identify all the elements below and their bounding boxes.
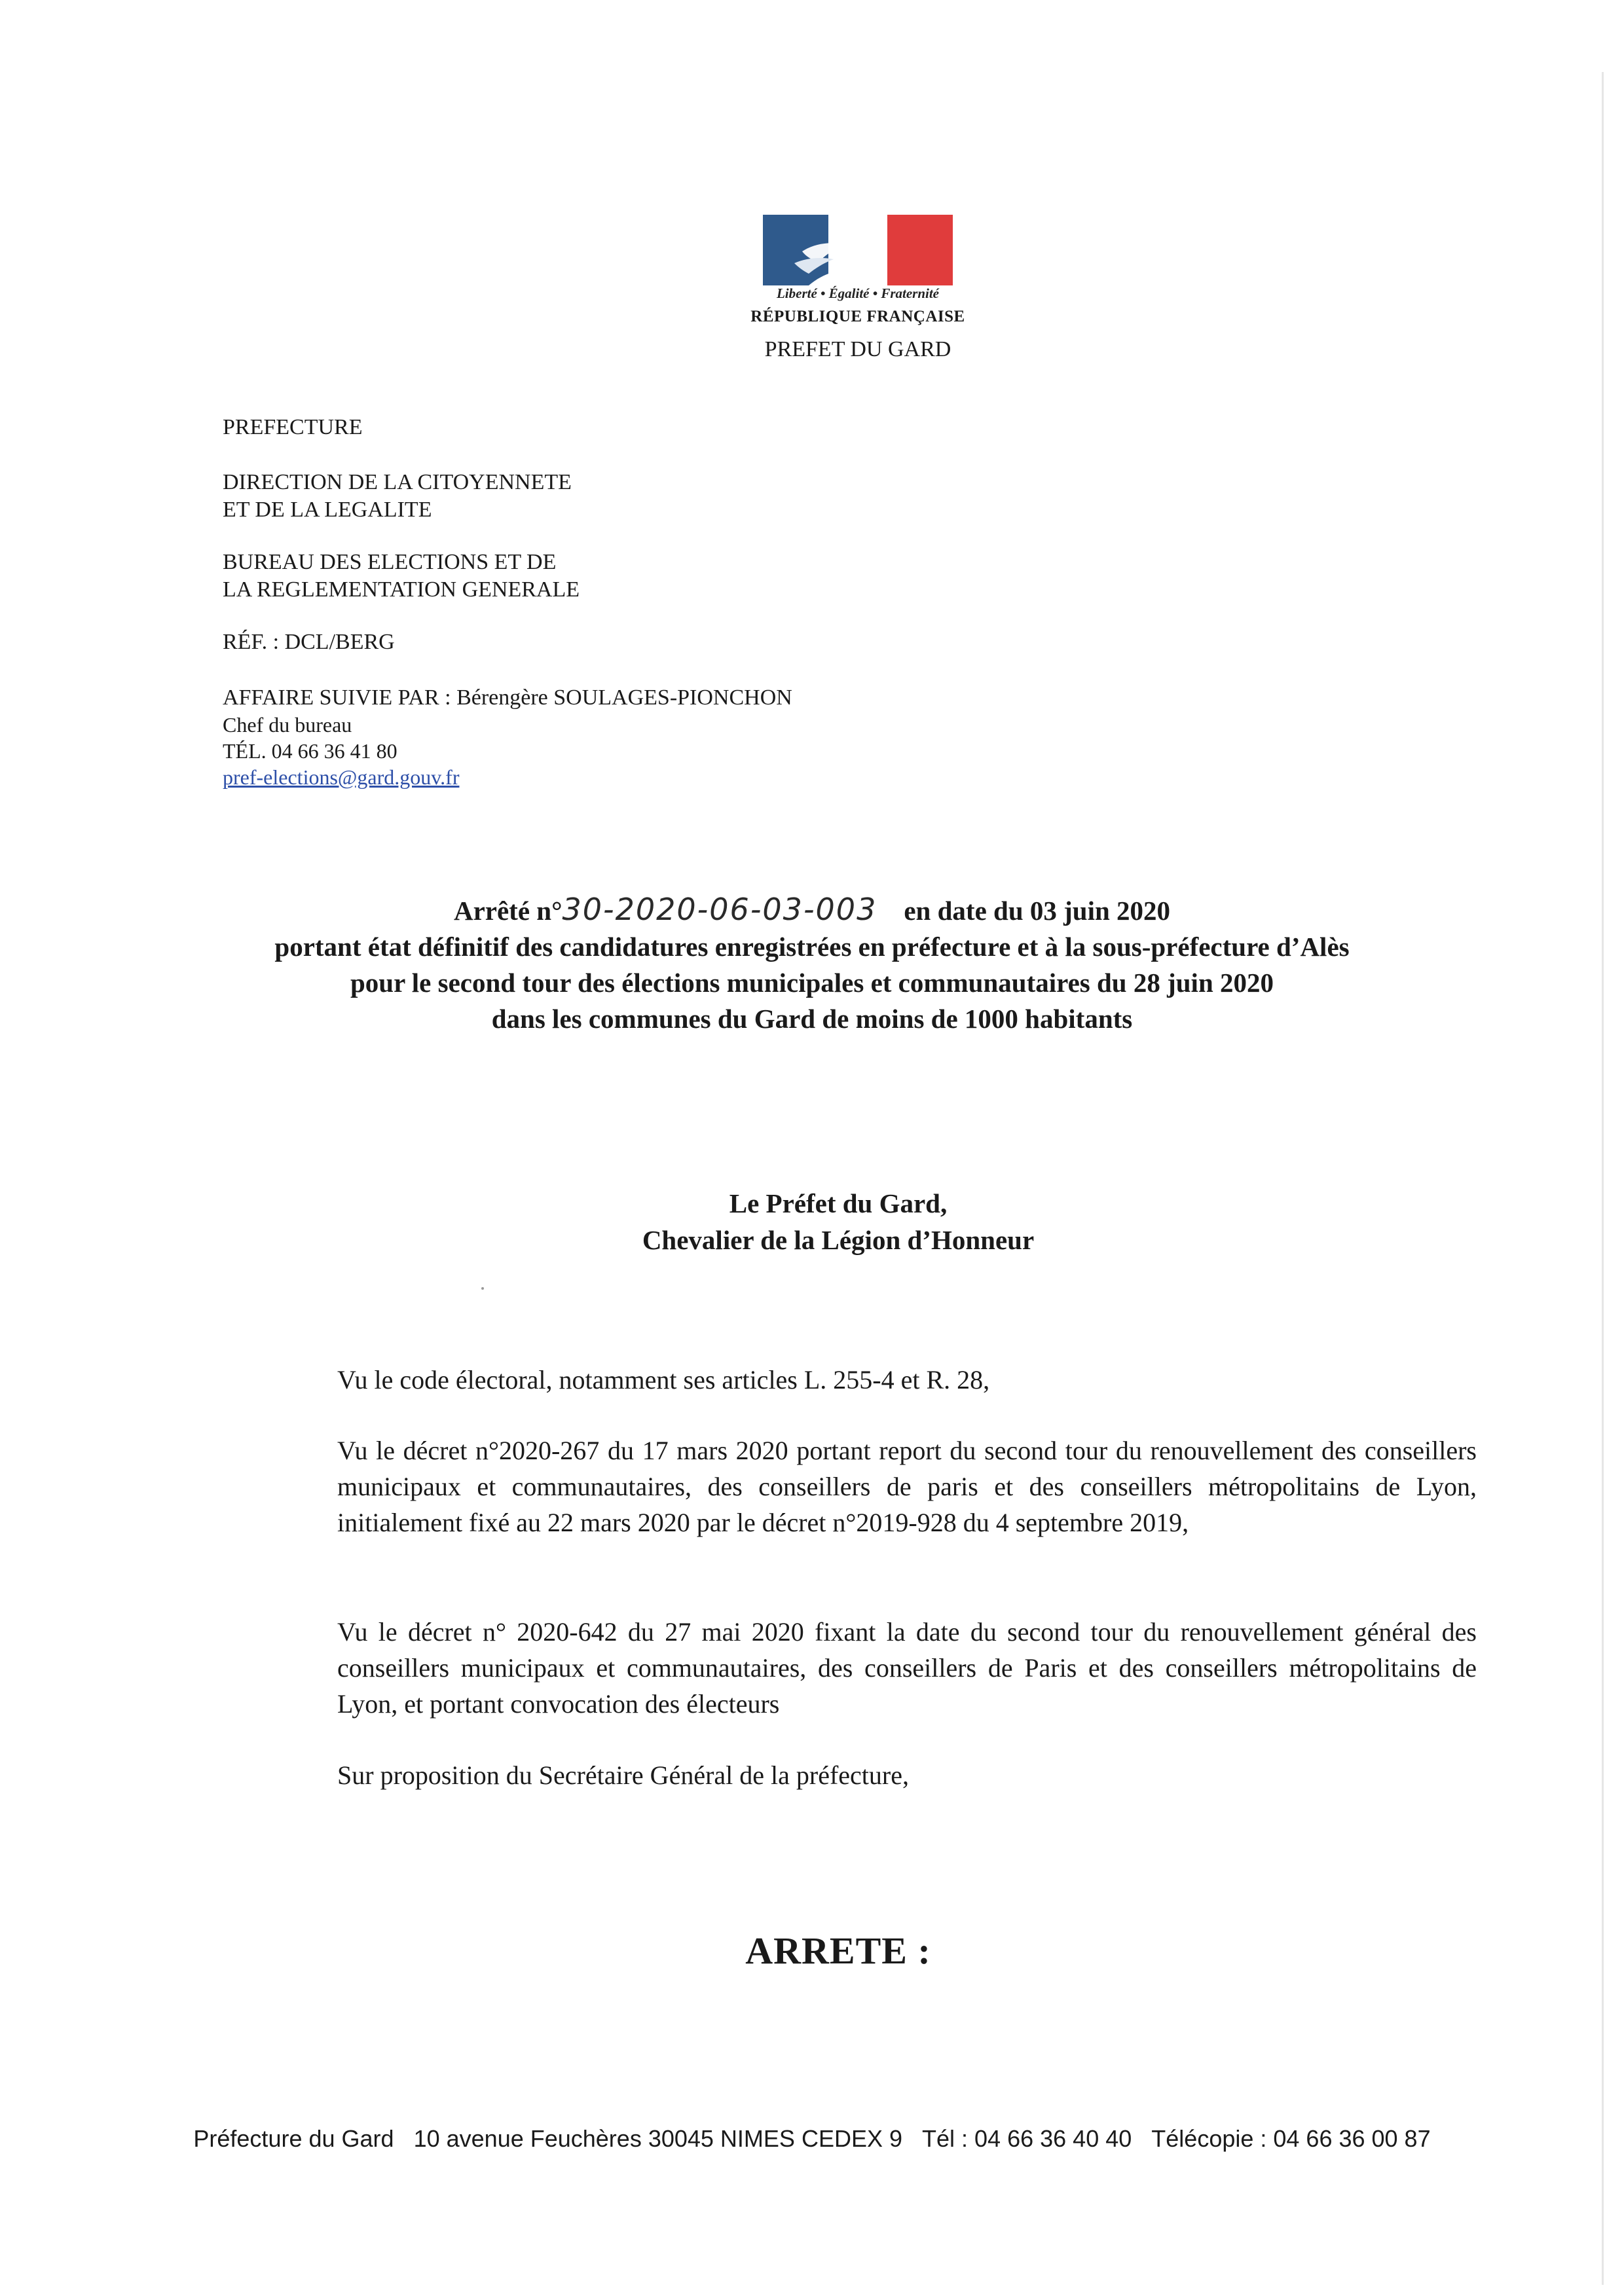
header-prefecture: PREFECTURE <box>223 415 363 439</box>
contact-role: Chef du bureau <box>223 713 352 737</box>
decree-title-line3: pour le second tour des élections municipales et communautaires du 28 juin 2020 <box>350 968 1274 998</box>
header-bureau-line2: LA REGLEMENTATION GENERALE <box>223 577 580 602</box>
footer-name: Préfecture du Gard <box>193 2125 394 2152</box>
decree-prefix: Arrêté n° <box>453 896 563 926</box>
header-reference: RÉF. : DCL/BERG <box>223 630 395 654</box>
visa-decret-2020-267: Vu le décret n°2020-267 du 17 mars 2020 portant report du second tour du renouvellement des conseillers municipaux et communautaires, des conseillers de paris et des conseillers métropolitains de Lyon, initialement fixé au 22 mars 2020 par le décret n°2019-928 du 4 septembre 2019, <box>337 1436 1477 1537</box>
footer-fax: Télécopie : 04 66 36 00 87 <box>1151 2125 1431 2152</box>
header-direction-line1: DIRECTION DE LA CITOYENNETE <box>223 470 572 494</box>
decree-date: en date du 03 juin 2020 <box>904 896 1171 926</box>
prefet-title-line1: Le Préfet du Gard, <box>729 1188 948 1218</box>
header-direction-line2: ET DE LA LEGALITE <box>223 498 432 522</box>
decree-title-line2: portant état définitif des candidatures enregistrées en préfecture et à la sous-préfecture d’Alès <box>274 932 1350 962</box>
republic-motto: Liberté • Égalité • Fraternité <box>776 285 940 301</box>
scan-page-edge <box>1602 72 1604 2285</box>
contact-email-link[interactable]: pref-elections@gard.gouv.fr <box>223 765 460 789</box>
prefet-heading: PREFET DU GARD <box>764 337 951 361</box>
proposition-secretaire-general: Sur proposition du Secrétaire Général de la préfecture, <box>337 1760 909 1790</box>
footer-address: 10 avenue Feuchères 30045 NIMES CEDEX 9 <box>413 2125 902 2152</box>
prefet-signatory-title <box>393 1185 1283 1258</box>
visa-decret-2020-642: Vu le décret n° 2020-642 du 27 mai 2020 fixant la date du second tour du renouvellement général des conseillers municipaux et communautaires, des conseillers de Paris et des conseillers métropolitains de Lyon, et portant convocation des électeurs <box>337 1617 1477 1719</box>
visa-code-electoral: Vu le code électoral, notamment ses articles L. 255-4 et R. 28, <box>337 1365 990 1394</box>
decree-number-handwritten: 30-2020-06-03-003 <box>562 892 877 927</box>
header-bureau <box>223 549 580 604</box>
marianne-logo <box>763 215 953 285</box>
prefet-title-line2: Chevalier de la Légion d’Honneur <box>642 1225 1035 1255</box>
header-contact <box>223 684 792 790</box>
footer-phone: Tél : 04 66 36 40 40 <box>922 2125 1132 2152</box>
page-footer <box>131 2125 1493 2153</box>
decree-title-line4: dans les communes du Gard de moins de 1000 habitants <box>491 1004 1133 1034</box>
arrete-heading: ARRETE : <box>745 1929 931 1972</box>
header-direction <box>223 469 572 524</box>
decree-title <box>170 892 1454 1037</box>
republic-name: RÉPUBLIQUE FRANÇAISE <box>750 308 965 325</box>
scan-speck <box>481 1287 484 1290</box>
decree-title-line1 <box>170 892 1454 929</box>
contact-person: AFFAIRE SUIVIE PAR : Bérengère SOULAGES-PIONCHON <box>223 685 792 710</box>
header-bureau-line1: BUREAU DES ELECTIONS ET DE <box>223 550 557 574</box>
contact-phone: TÉL. 04 66 36 41 80 <box>223 739 397 763</box>
